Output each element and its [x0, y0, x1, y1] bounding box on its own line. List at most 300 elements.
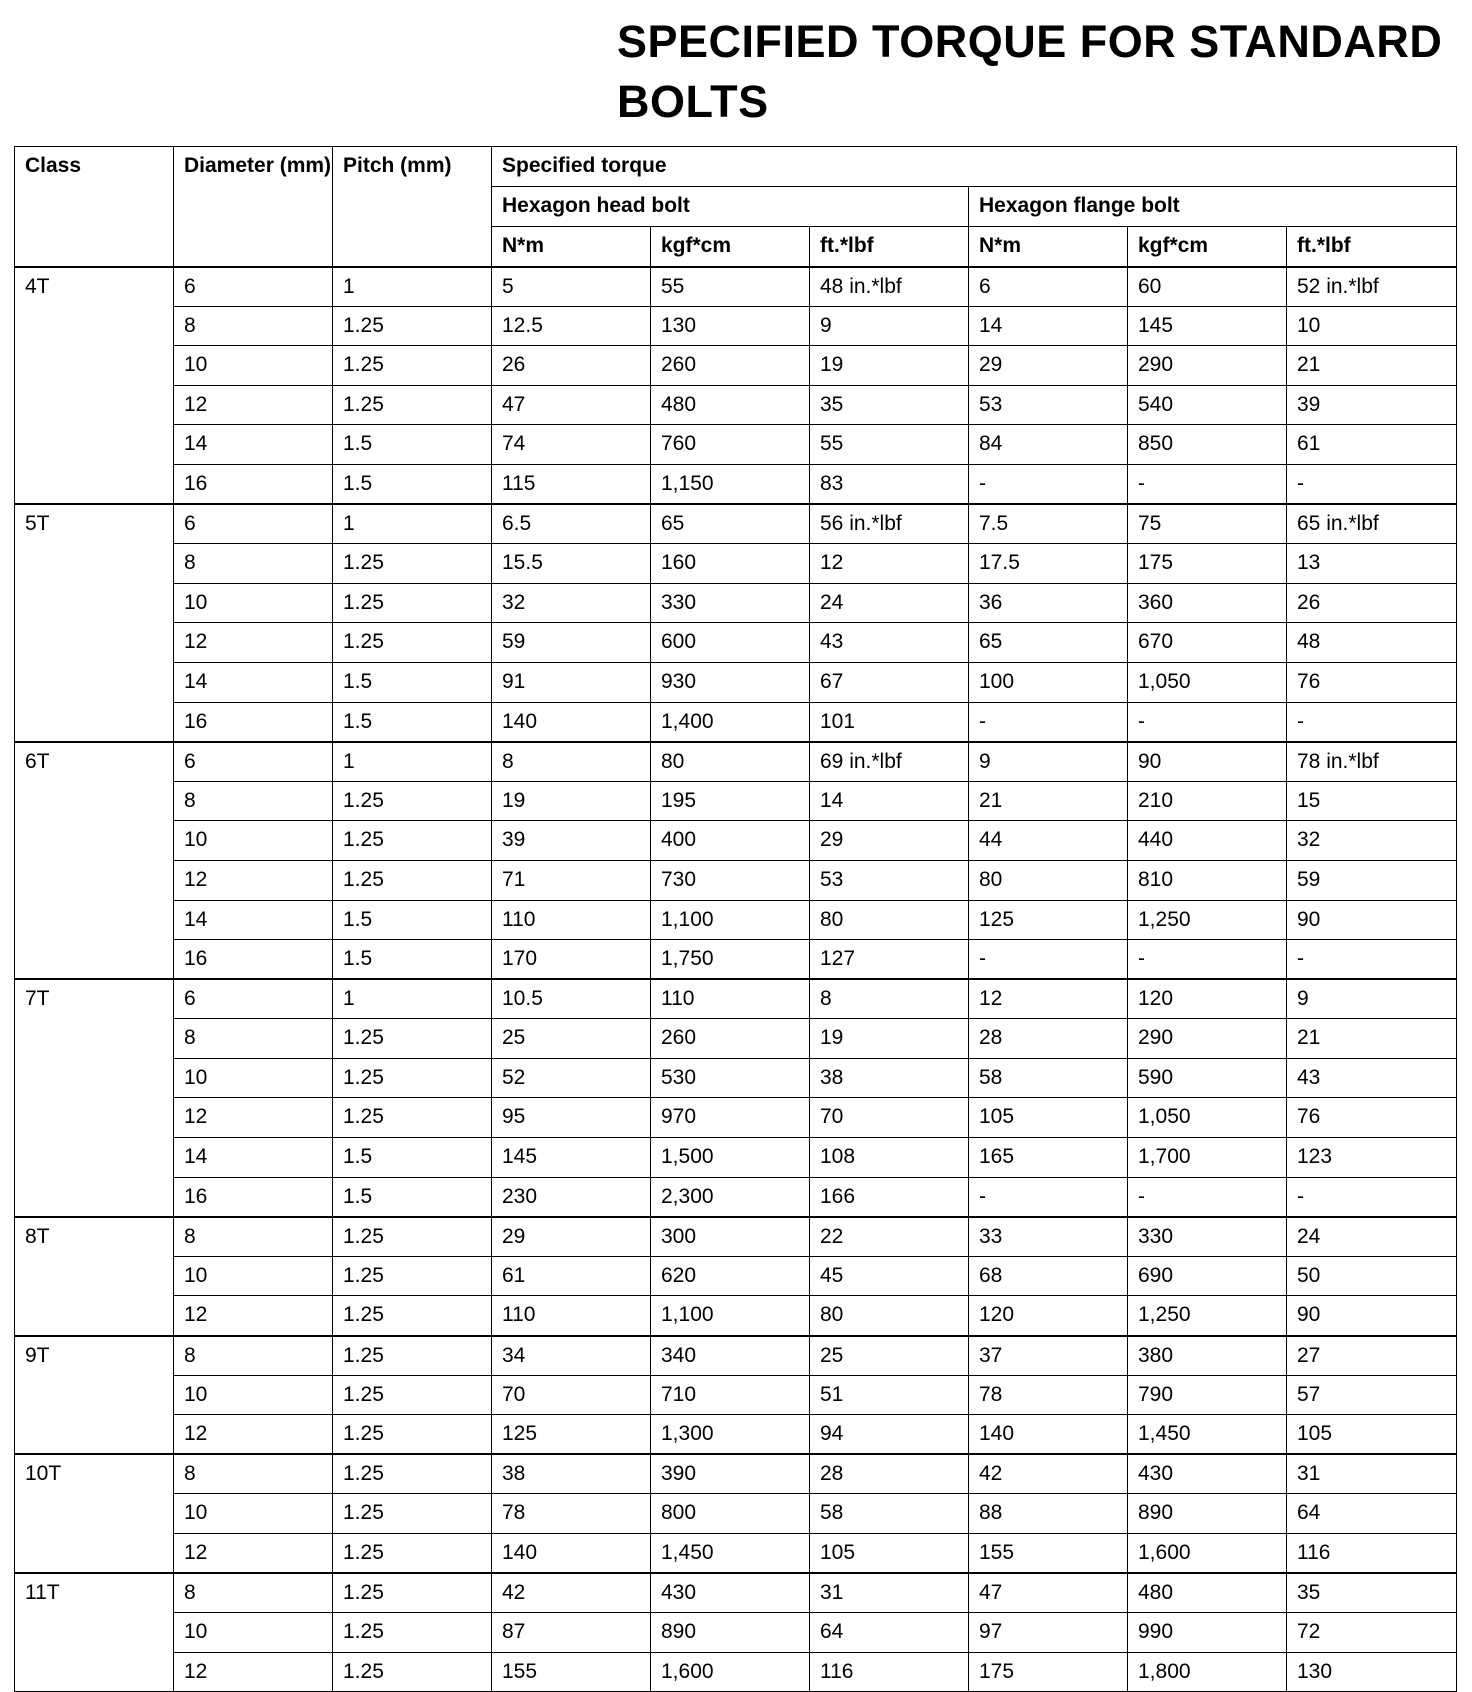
head-ftlbf-cell: 67 [810, 662, 969, 702]
pitch-cell: 1.25 [333, 306, 492, 346]
head-nm-cell: 26 [492, 346, 651, 386]
flange-ftlbf-cell: 105 [1287, 1415, 1457, 1455]
pitch-cell: 1.5 [333, 1138, 492, 1178]
head-nm-cell: 42 [492, 1573, 651, 1613]
diameter-cell: 12 [174, 1534, 333, 1574]
head-kgfcm-cell: 195 [651, 781, 810, 821]
diameter-cell: 10 [174, 346, 333, 386]
flange-ftlbf-cell: 61 [1287, 425, 1457, 465]
table-row [15, 1177, 1457, 1217]
head-kgfcm-cell: 400 [651, 821, 810, 861]
flange-kgfcm-cell: 210 [1128, 781, 1287, 821]
pitch-cell: 1 [333, 742, 492, 782]
head-ftlbf-cell: 53 [810, 860, 969, 900]
head-kgfcm-cell: 970 [651, 1098, 810, 1138]
flange-ftlbf-cell: 9 [1287, 979, 1457, 1019]
head-kgfcm-cell: 930 [651, 662, 810, 702]
head-kgfcm-cell: 600 [651, 623, 810, 663]
flange-ftlbf-cell: 90 [1287, 900, 1457, 940]
flange-kgfcm-cell: 1,700 [1128, 1138, 1287, 1178]
diameter-cell: 8 [174, 1454, 333, 1494]
table-row [15, 662, 1457, 702]
flange-nm-cell: - [969, 940, 1128, 980]
flange-nm-cell: 68 [969, 1256, 1128, 1296]
diameter-cell: 16 [174, 940, 333, 980]
table-row [15, 1494, 1457, 1534]
header-class: Class [15, 147, 174, 267]
head-ftlbf-cell: 58 [810, 1494, 969, 1534]
pitch-cell: 1 [333, 979, 492, 1019]
head-ftlbf-cell: 14 [810, 781, 969, 821]
head-ftlbf-cell: 80 [810, 900, 969, 940]
flange-nm-cell: 9 [969, 742, 1128, 782]
flange-nm-cell: 47 [969, 1573, 1128, 1613]
head-kgfcm-cell: 1,100 [651, 1296, 810, 1336]
flange-ftlbf-cell: 59 [1287, 860, 1457, 900]
flange-kgfcm-cell: 1,050 [1128, 662, 1287, 702]
class-cell: 8T [15, 1217, 174, 1336]
flange-kgfcm-cell: 1,600 [1128, 1534, 1287, 1574]
pitch-cell: 1.5 [333, 425, 492, 465]
head-kgfcm-cell: 730 [651, 860, 810, 900]
flange-ftlbf-cell: 31 [1287, 1454, 1457, 1494]
flange-kgfcm-cell: 990 [1128, 1613, 1287, 1653]
diameter-cell: 14 [174, 1138, 333, 1178]
pitch-cell: 1.25 [333, 1573, 492, 1613]
header-unit-head-kgfcm: kgf*cm [651, 227, 810, 267]
header-diameter: Diameter (mm) [174, 147, 333, 267]
pitch-cell: 1.25 [333, 346, 492, 386]
flange-kgfcm-cell: 175 [1128, 544, 1287, 584]
flange-nm-cell: 17.5 [969, 544, 1128, 584]
head-ftlbf-cell: 19 [810, 1019, 969, 1059]
head-ftlbf-cell: 22 [810, 1217, 969, 1257]
table-row [15, 1375, 1457, 1415]
pitch-cell: 1.25 [333, 1296, 492, 1336]
flange-ftlbf-cell: 72 [1287, 1613, 1457, 1653]
flange-ftlbf-cell: - [1287, 702, 1457, 742]
head-ftlbf-cell: 166 [810, 1177, 969, 1217]
pitch-cell: 1.25 [333, 781, 492, 821]
head-kgfcm-cell: 1,100 [651, 900, 810, 940]
head-kgfcm-cell: 300 [651, 1217, 810, 1257]
pitch-cell: 1.25 [333, 1058, 492, 1098]
head-kgfcm-cell: 1,150 [651, 464, 810, 504]
pitch-cell: 1.25 [333, 1534, 492, 1574]
head-ftlbf-cell: 51 [810, 1375, 969, 1415]
flange-kgfcm-cell: 90 [1128, 742, 1287, 782]
head-ftlbf-cell: 45 [810, 1256, 969, 1296]
header-hexagon-head-bolt: Hexagon head bolt [492, 187, 969, 227]
flange-nm-cell: 65 [969, 623, 1128, 663]
table-row [15, 900, 1457, 940]
head-ftlbf-cell: 28 [810, 1454, 969, 1494]
flange-nm-cell: 28 [969, 1019, 1128, 1059]
flange-nm-cell: 175 [969, 1652, 1128, 1692]
pitch-cell: 1.25 [333, 1336, 492, 1376]
flange-ftlbf-cell: 57 [1287, 1375, 1457, 1415]
pitch-cell: 1.25 [333, 583, 492, 623]
flange-ftlbf-cell: 76 [1287, 662, 1457, 702]
flange-ftlbf-cell: 15 [1287, 781, 1457, 821]
flange-nm-cell: 53 [969, 385, 1128, 425]
table-row [15, 583, 1457, 623]
flange-nm-cell: 155 [969, 1534, 1128, 1574]
flange-ftlbf-cell: 10 [1287, 306, 1457, 346]
flange-kgfcm-cell: 430 [1128, 1454, 1287, 1494]
flange-ftlbf-cell: 65 in.*lbf [1287, 504, 1457, 544]
head-nm-cell: 70 [492, 1375, 651, 1415]
head-nm-cell: 170 [492, 940, 651, 980]
diameter-cell: 10 [174, 583, 333, 623]
header-hexagon-flange-bolt: Hexagon flange bolt [969, 187, 1457, 227]
head-nm-cell: 230 [492, 1177, 651, 1217]
table-row [15, 1573, 1457, 1613]
head-ftlbf-cell: 94 [810, 1415, 969, 1455]
table-row [15, 1296, 1457, 1336]
table-row [15, 1534, 1457, 1574]
flange-kgfcm-cell: - [1128, 940, 1287, 980]
pitch-cell: 1.25 [333, 1454, 492, 1494]
flange-nm-cell: 33 [969, 1217, 1128, 1257]
head-nm-cell: 155 [492, 1652, 651, 1692]
head-nm-cell: 87 [492, 1613, 651, 1653]
table-row [15, 979, 1457, 1019]
head-kgfcm-cell: 340 [651, 1336, 810, 1376]
head-ftlbf-cell: 19 [810, 346, 969, 386]
flange-kgfcm-cell: 1,050 [1128, 1098, 1287, 1138]
pitch-cell: 1.25 [333, 1652, 492, 1692]
head-nm-cell: 10.5 [492, 979, 651, 1019]
head-nm-cell: 78 [492, 1494, 651, 1534]
head-nm-cell: 34 [492, 1336, 651, 1376]
head-nm-cell: 95 [492, 1098, 651, 1138]
table-row [15, 1256, 1457, 1296]
diameter-cell: 8 [174, 1217, 333, 1257]
flange-kgfcm-cell: 790 [1128, 1375, 1287, 1415]
head-ftlbf-cell: 8 [810, 979, 969, 1019]
diameter-cell: 6 [174, 504, 333, 544]
pitch-cell: 1 [333, 267, 492, 307]
head-ftlbf-cell: 9 [810, 306, 969, 346]
flange-ftlbf-cell: 52 in.*lbf [1287, 267, 1457, 307]
flange-nm-cell: 120 [969, 1296, 1128, 1336]
pitch-cell: 1.25 [333, 1613, 492, 1653]
head-nm-cell: 61 [492, 1256, 651, 1296]
head-nm-cell: 71 [492, 860, 651, 900]
head-ftlbf-cell: 38 [810, 1058, 969, 1098]
head-nm-cell: 59 [492, 623, 651, 663]
flange-ftlbf-cell: - [1287, 940, 1457, 980]
flange-ftlbf-cell: 78 in.*lbf [1287, 742, 1457, 782]
flange-kgfcm-cell: 540 [1128, 385, 1287, 425]
flange-kgfcm-cell: 360 [1128, 583, 1287, 623]
class-cell: 7T [15, 979, 174, 1217]
pitch-cell: 1.25 [333, 623, 492, 663]
table-row [15, 1415, 1457, 1455]
table-row [15, 425, 1457, 465]
table-row [15, 1019, 1457, 1059]
flange-kgfcm-cell: 690 [1128, 1256, 1287, 1296]
table-row [15, 346, 1457, 386]
head-kgfcm-cell: 620 [651, 1256, 810, 1296]
diameter-cell: 10 [174, 1256, 333, 1296]
table-row [15, 504, 1457, 544]
flange-kgfcm-cell: 75 [1128, 504, 1287, 544]
table-row [15, 306, 1457, 346]
flange-ftlbf-cell: 130 [1287, 1652, 1457, 1692]
head-kgfcm-cell: 530 [651, 1058, 810, 1098]
diameter-cell: 10 [174, 1058, 333, 1098]
header-specified-torque: Specified torque [492, 147, 1457, 187]
flange-nm-cell: 125 [969, 900, 1128, 940]
head-kgfcm-cell: 430 [651, 1573, 810, 1613]
class-cell: 5T [15, 504, 174, 742]
pitch-cell: 1.25 [333, 1098, 492, 1138]
flange-nm-cell: 12 [969, 979, 1128, 1019]
class-cell: 11T [15, 1573, 174, 1692]
head-kgfcm-cell: 1,500 [651, 1138, 810, 1178]
head-ftlbf-cell: 116 [810, 1652, 969, 1692]
flange-kgfcm-cell: 1,250 [1128, 1296, 1287, 1336]
head-kgfcm-cell: 1,300 [651, 1415, 810, 1455]
torque-table [14, 146, 1457, 1692]
flange-nm-cell: 58 [969, 1058, 1128, 1098]
head-nm-cell: 52 [492, 1058, 651, 1098]
diameter-cell: 12 [174, 1098, 333, 1138]
flange-nm-cell: 100 [969, 662, 1128, 702]
flange-kgfcm-cell: 480 [1128, 1573, 1287, 1613]
pitch-cell: 1.25 [333, 1375, 492, 1415]
flange-nm-cell: 78 [969, 1375, 1128, 1415]
flange-nm-cell: 36 [969, 583, 1128, 623]
head-nm-cell: 8 [492, 742, 651, 782]
class-cell: 4T [15, 267, 174, 505]
header-unit-flange-ftlbf: ft.*lbf [1287, 227, 1457, 267]
head-ftlbf-cell: 101 [810, 702, 969, 742]
flange-kgfcm-cell: 590 [1128, 1058, 1287, 1098]
flange-kgfcm-cell: 380 [1128, 1336, 1287, 1376]
head-kgfcm-cell: 390 [651, 1454, 810, 1494]
diameter-cell: 16 [174, 1177, 333, 1217]
flange-kgfcm-cell: 145 [1128, 306, 1287, 346]
pitch-cell: 1.5 [333, 940, 492, 980]
head-kgfcm-cell: 160 [651, 544, 810, 584]
diameter-cell: 14 [174, 900, 333, 940]
head-kgfcm-cell: 260 [651, 1019, 810, 1059]
class-cell: 10T [15, 1454, 174, 1573]
flange-nm-cell: 97 [969, 1613, 1128, 1653]
flange-kgfcm-cell: - [1128, 1177, 1287, 1217]
flange-nm-cell: 88 [969, 1494, 1128, 1534]
head-ftlbf-cell: 83 [810, 464, 969, 504]
head-nm-cell: 39 [492, 821, 651, 861]
table-row [15, 1652, 1457, 1692]
flange-kgfcm-cell: 810 [1128, 860, 1287, 900]
head-ftlbf-cell: 48 in.*lbf [810, 267, 969, 307]
diameter-cell: 12 [174, 1296, 333, 1336]
head-kgfcm-cell: 1,750 [651, 940, 810, 980]
flange-ftlbf-cell: 50 [1287, 1256, 1457, 1296]
head-ftlbf-cell: 64 [810, 1613, 969, 1653]
head-nm-cell: 145 [492, 1138, 651, 1178]
table-row [15, 1098, 1457, 1138]
flange-kgfcm-cell: 890 [1128, 1494, 1287, 1534]
head-kgfcm-cell: 130 [651, 306, 810, 346]
head-kgfcm-cell: 1,400 [651, 702, 810, 742]
flange-ftlbf-cell: 48 [1287, 623, 1457, 663]
flange-nm-cell: 42 [969, 1454, 1128, 1494]
table-row [15, 1138, 1457, 1178]
diameter-cell: 12 [174, 860, 333, 900]
diameter-cell: 14 [174, 425, 333, 465]
pitch-cell: 1.5 [333, 702, 492, 742]
table-body [15, 267, 1457, 1692]
flange-ftlbf-cell: 76 [1287, 1098, 1457, 1138]
diameter-cell: 12 [174, 623, 333, 663]
head-nm-cell: 38 [492, 1454, 651, 1494]
table-row [15, 821, 1457, 861]
flange-ftlbf-cell: 123 [1287, 1138, 1457, 1178]
head-nm-cell: 115 [492, 464, 651, 504]
diameter-cell: 8 [174, 781, 333, 821]
head-ftlbf-cell: 31 [810, 1573, 969, 1613]
table-header [15, 147, 1457, 267]
head-ftlbf-cell: 55 [810, 425, 969, 465]
flange-kgfcm-cell: 670 [1128, 623, 1287, 663]
diameter-cell: 12 [174, 1415, 333, 1455]
diameter-cell: 6 [174, 742, 333, 782]
head-kgfcm-cell: 55 [651, 267, 810, 307]
head-kgfcm-cell: 330 [651, 583, 810, 623]
table-row [15, 1217, 1457, 1257]
flange-kgfcm-cell: - [1128, 464, 1287, 504]
diameter-cell: 10 [174, 821, 333, 861]
diameter-cell: 8 [174, 1019, 333, 1059]
flange-nm-cell: 7.5 [969, 504, 1128, 544]
flange-kgfcm-cell: 1,250 [1128, 900, 1287, 940]
head-kgfcm-cell: 1,450 [651, 1534, 810, 1574]
diameter-cell: 12 [174, 1652, 333, 1692]
flange-nm-cell: - [969, 1177, 1128, 1217]
pitch-cell: 1.25 [333, 1217, 492, 1257]
class-cell: 9T [15, 1336, 174, 1455]
head-kgfcm-cell: 260 [651, 346, 810, 386]
head-ftlbf-cell: 80 [810, 1296, 969, 1336]
pitch-cell: 1.25 [333, 544, 492, 584]
head-nm-cell: 29 [492, 1217, 651, 1257]
flange-nm-cell: 37 [969, 1336, 1128, 1376]
pitch-cell: 1.25 [333, 860, 492, 900]
flange-ftlbf-cell: 32 [1287, 821, 1457, 861]
pitch-cell: 1.5 [333, 662, 492, 702]
head-ftlbf-cell: 56 in.*lbf [810, 504, 969, 544]
page-title: SPECIFIED TORQUE FOR STANDARD BOLTS [617, 16, 1443, 127]
diameter-cell: 16 [174, 702, 333, 742]
diameter-cell: 12 [174, 385, 333, 425]
head-nm-cell: 25 [492, 1019, 651, 1059]
flange-kgfcm-cell: - [1128, 702, 1287, 742]
table-row [15, 1613, 1457, 1653]
flange-kgfcm-cell: 290 [1128, 346, 1287, 386]
flange-ftlbf-cell: - [1287, 1177, 1457, 1217]
diameter-cell: 10 [174, 1375, 333, 1415]
flange-kgfcm-cell: 330 [1128, 1217, 1287, 1257]
class-cell: 6T [15, 742, 174, 980]
head-kgfcm-cell: 480 [651, 385, 810, 425]
head-ftlbf-cell: 127 [810, 940, 969, 980]
table-row [15, 702, 1457, 742]
table-row [15, 623, 1457, 663]
diameter-cell: 8 [174, 1336, 333, 1376]
head-nm-cell: 32 [492, 583, 651, 623]
head-nm-cell: 110 [492, 900, 651, 940]
pitch-cell: 1 [333, 504, 492, 544]
flange-nm-cell: 80 [969, 860, 1128, 900]
table-row [15, 544, 1457, 584]
head-nm-cell: 5 [492, 267, 651, 307]
diameter-cell: 8 [174, 544, 333, 584]
head-nm-cell: 74 [492, 425, 651, 465]
pitch-cell: 1.25 [333, 1494, 492, 1534]
head-nm-cell: 125 [492, 1415, 651, 1455]
diameter-cell: 6 [174, 267, 333, 307]
table-row [15, 385, 1457, 425]
pitch-cell: 1.25 [333, 1415, 492, 1455]
diameter-cell: 14 [174, 662, 333, 702]
flange-nm-cell: - [969, 464, 1128, 504]
header-unit-head-ftlbf: ft.*lbf [810, 227, 969, 267]
head-nm-cell: 6.5 [492, 504, 651, 544]
flange-nm-cell: 105 [969, 1098, 1128, 1138]
flange-ftlbf-cell: 21 [1287, 1019, 1457, 1059]
flange-kgfcm-cell: 850 [1128, 425, 1287, 465]
diameter-cell: 8 [174, 1573, 333, 1613]
head-kgfcm-cell: 2,300 [651, 1177, 810, 1217]
pitch-cell: 1.5 [333, 900, 492, 940]
head-nm-cell: 140 [492, 702, 651, 742]
head-ftlbf-cell: 24 [810, 583, 969, 623]
pitch-cell: 1.25 [333, 1019, 492, 1059]
diameter-cell: 8 [174, 306, 333, 346]
head-kgfcm-cell: 710 [651, 1375, 810, 1415]
flange-ftlbf-cell: 26 [1287, 583, 1457, 623]
head-nm-cell: 12.5 [492, 306, 651, 346]
head-kgfcm-cell: 110 [651, 979, 810, 1019]
flange-nm-cell: 6 [969, 267, 1128, 307]
pitch-cell: 1.25 [333, 821, 492, 861]
flange-ftlbf-cell: 24 [1287, 1217, 1457, 1257]
head-ftlbf-cell: 108 [810, 1138, 969, 1178]
header-pitch: Pitch (mm) [333, 147, 492, 267]
header-unit-flange-kgfcm: kgf*cm [1128, 227, 1287, 267]
header-row-1 [15, 147, 1457, 187]
header-unit-flange-nm: N*m [969, 227, 1128, 267]
head-nm-cell: 47 [492, 385, 651, 425]
pitch-cell: 1.25 [333, 1256, 492, 1296]
head-nm-cell: 140 [492, 1534, 651, 1574]
head-kgfcm-cell: 65 [651, 504, 810, 544]
table-row [15, 1336, 1457, 1376]
header-unit-head-nm: N*m [492, 227, 651, 267]
flange-ftlbf-cell: 27 [1287, 1336, 1457, 1376]
head-kgfcm-cell: 800 [651, 1494, 810, 1534]
head-kgfcm-cell: 1,600 [651, 1652, 810, 1692]
flange-nm-cell: 29 [969, 346, 1128, 386]
flange-ftlbf-cell: - [1287, 464, 1457, 504]
table-row [15, 781, 1457, 821]
head-kgfcm-cell: 760 [651, 425, 810, 465]
